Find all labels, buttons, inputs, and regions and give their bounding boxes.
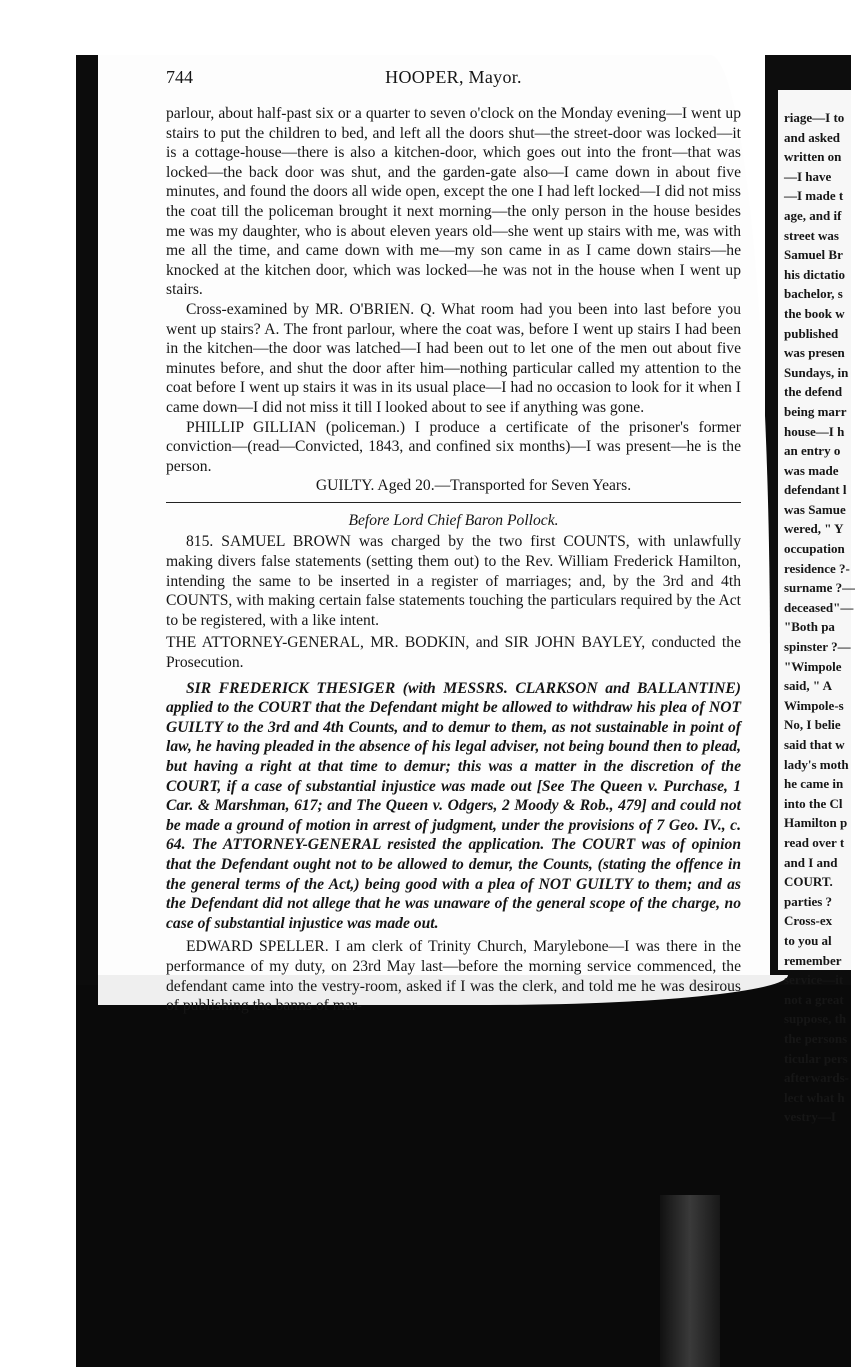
facing-page-line: the persons <box>784 1030 848 1046</box>
scan-border-bottom <box>76 985 851 1367</box>
facing-page-line: No, I belie <box>784 717 841 733</box>
facing-page-line: and asked <box>784 129 840 145</box>
facing-page-line: spinster ?— <box>784 639 851 655</box>
facing-page-line: afterwards- <box>784 1070 849 1086</box>
facing-page-line: was Samue <box>784 501 846 517</box>
court-heading: Before Lord Chief Baron Pollock. <box>348 511 559 529</box>
facing-page-line: vestry—I <box>784 1109 836 1125</box>
facing-page-line: remember <box>784 952 842 968</box>
facing-page-line: his dictatio <box>784 266 846 282</box>
paragraph-cross-examination: Cross-examined by MR. O'BRIEN. Q. What room had you been into last before you went up stairs? A. The front parlour, where the coat was, before I went up stairs I had been in the kitchen—the door was latched—I had been out to let one of the men out about five minutes before, and shut the door after him—nothing particular called my attention to the coat before I went up stairs it was in its usual place—I had no occasion to look for it when I came down—I did not miss it till I looked about to see if anything was gone. <box>166 300 741 416</box>
facing-page-line: service—it <box>784 972 844 988</box>
facing-page-line: COURT. <box>784 874 833 890</box>
facing-page-line: an entry o <box>784 443 841 459</box>
facing-page-line: Wimpole-s <box>784 697 844 713</box>
facing-page-line: —I have <box>784 168 832 184</box>
facing-page-line: Sundays, in <box>784 364 849 380</box>
facing-page-line: surname ?— <box>784 580 855 596</box>
paragraph-policeman: PHILLIP GILLIAN (policeman.) I produce a certificate of the prisoner's former conviction—(read—Convicted, 1843, and confined six months)—I was present—he is the person. <box>166 418 741 475</box>
running-head: HOOPER, Mayor. <box>385 67 522 87</box>
facing-page-line: the book w <box>784 305 845 321</box>
facing-page-line: and I and <box>784 854 838 870</box>
facing-page-line: being marr <box>784 403 847 419</box>
facing-page-line: residence ?- <box>784 560 850 576</box>
facing-page-line: "Wimpole <box>784 658 842 674</box>
facing-page-line: published <box>784 325 839 341</box>
facing-page-column <box>784 108 855 1127</box>
facing-page-line: riage—I to <box>784 110 845 125</box>
facing-page-line: deceased"— <box>784 599 854 615</box>
facing-page-line: was presen <box>784 345 845 361</box>
page-content <box>166 60 741 1016</box>
prosecution-counsel: THE ATTORNEY-GENERAL, MR. BODKIN, and SIR JOHN BAYLEY, conducted the Prosecution. <box>166 634 741 672</box>
facing-page-line: "Both pa <box>784 619 835 635</box>
facing-page-line: not a great <box>784 991 844 1007</box>
facing-page-line: ticular pers <box>784 1050 848 1066</box>
facing-page-line: said, " A <box>784 678 833 694</box>
facing-page-line: lect what h <box>784 1089 845 1105</box>
facing-page-line: wered, " Y <box>784 521 844 537</box>
right-page-fragment <box>778 90 855 1125</box>
facing-page-line: occupation <box>784 541 845 557</box>
facing-page-line: lady's moth <box>784 756 849 772</box>
facing-page-line: Cross-ex <box>784 913 833 929</box>
facing-page-line: defendant l <box>784 482 847 498</box>
facing-page-line: suppose, th <box>784 1011 847 1027</box>
section-divider <box>166 502 741 503</box>
paragraph-witness-speller: EDWARD SPELLER. I am clerk of Trinity Church, Marylebone—I was there in the performance of my duty, on 23rd May last—before the morning service commenced, the defendant came into the vestry-room, asked if I was the clerk, and told me he was desirous of publishing the banns of mar- <box>166 938 741 1015</box>
facing-page-line: house—I h <box>784 423 845 439</box>
facing-page-line: he came in <box>784 776 844 792</box>
facing-page-line: into the Cl <box>784 795 843 811</box>
binding-shadow <box>660 1195 720 1367</box>
case-statement: 815. SAMUEL BROWN was charged by the two first COUNTS, with unlawfully making divers false statements (setting them out) to the Rev. William Frederick Hamilton, intending the same to be inserted in a register of marriages; and, by the 3rd and 4th COUNTS, with making certain false statements touching the particulars required by the Act to be registered, with a like intent. <box>166 533 741 629</box>
verdict: GUILTY. Aged 20.—Transported for Seven Years. <box>315 477 632 495</box>
facing-page-line: age, and if <box>784 207 842 223</box>
facing-page-line: the defend <box>784 384 843 400</box>
facing-page-line: Samuel Br <box>784 247 843 263</box>
page-number: 744 <box>166 67 193 87</box>
facing-page-line: bachelor, s <box>784 286 843 302</box>
facing-page-line: Hamilton p <box>784 815 848 831</box>
page-header <box>166 60 741 104</box>
facing-page-line: said that w <box>784 737 845 752</box>
facing-page-line: parties ? <box>784 893 833 909</box>
facing-page-line: to you al <box>784 932 832 948</box>
facing-page-line: read over t <box>784 834 845 850</box>
defence-motion: SIR FREDERICK THESIGER (with MESSRS. CLARKSON and BALLANTINE) applied to the COURT that the Defendant might be allowed to withdraw his plea of NOT GUILTY to the 3rd and 4th Counts, and to demur to them, as not sustainable in point of law, he having pleaded in the absence of his legal adviser, not being bound then to plead, but having a right at that time to demur; this was a matter in the discretion of the COURT, if a case of substantial injustice was made out [See The Queen v. Purchase, 1 Car. & Marshman, 617; and The Queen v. Odgers, 2 Moody & Rob., 479] and could not be made a ground of motion in arrest of judgment, under the provisions of 7 Geo. IV., c. 64. The ATTORNEY-GENERAL resisted the application. The COURT was of opinion that the Defendant ought not to be allowed to demur, the Counts, (stating the offence in the general terms of the Act,) being good with a plea of NOT GUILTY to them; and as the Defendant did not allege that he was unaware of the general scope of the charge, no case of substantial injustice was made out. <box>166 679 741 932</box>
facing-page-line: —I made t <box>784 188 844 204</box>
paragraph-testimony: parlour, about half-past six or a quarter to seven o'clock on the Monday evening—I went up stairs to put the children to bed, and left all the doors shut—the street-door was locked—it is a cottage-house—there is also a kitchen-door, which goes out into the front—that was locked—the back door was shut, and the garden-gate also—I came down in about five minutes, and found the doors all wide open, except the one I had left locked—I did not miss the coat till the policeman brought it next morning—the only person in the house besides me was my daughter, who is about eleven years old—she went up stairs with me, was with me all the time, and came down with me—my son came in as I came down stairs—he knocked at the kitchen door, which was locked—he was not in the house when I went up stairs. <box>166 105 741 299</box>
facing-page-line: was made <box>784 462 839 478</box>
facing-page-line: street was <box>784 227 839 243</box>
facing-page-line: written on <box>784 149 842 165</box>
